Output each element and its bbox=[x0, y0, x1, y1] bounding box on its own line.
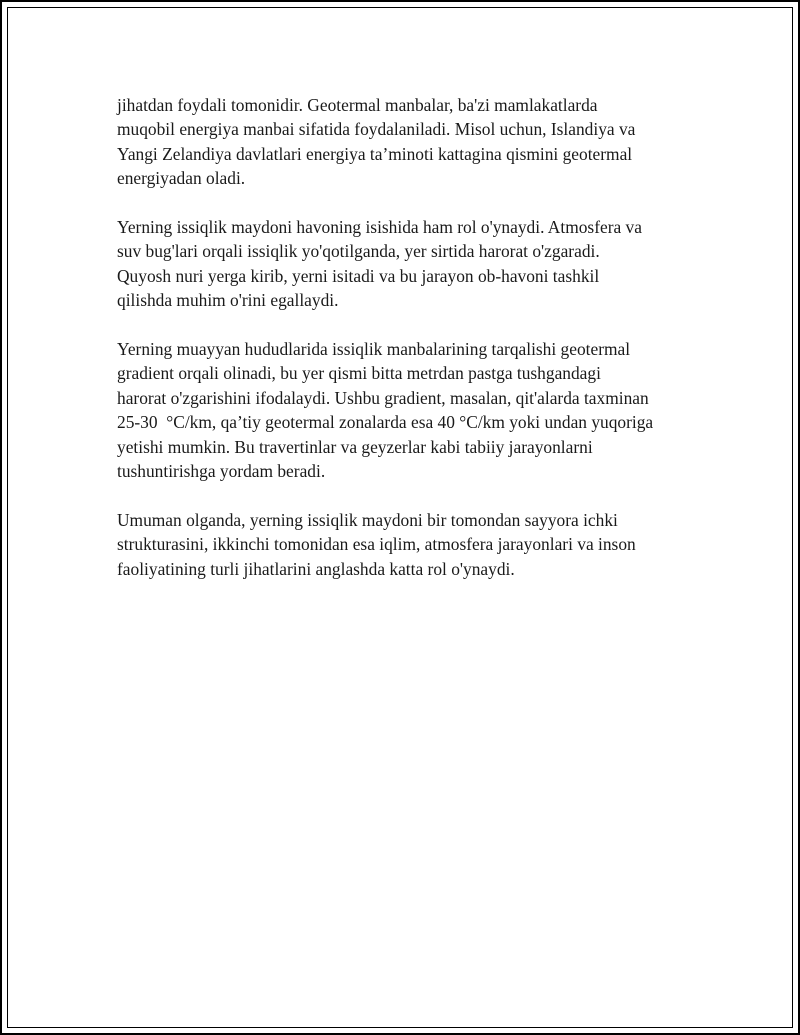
text-line: jihatdan foydali tomonidir. Geotermal manbalar, ba'zi mamlakatlarda bbox=[117, 95, 598, 115]
text-line: yetishi mumkin. Bu travertinlar va geyzerlar kabi tabiiy jarayonlarni bbox=[117, 436, 593, 457]
text-line: tushuntirishga yordam beradi. bbox=[117, 461, 326, 482]
text-line: energiyadan oladi. bbox=[117, 168, 246, 189]
text-line: Umuman olganda, yerning issiqlik maydoni bir tomondan sayyora ichki bbox=[117, 509, 618, 530]
paragraph-geothermal-sources bbox=[117, 93, 697, 191]
paragraph-air-heating bbox=[117, 215, 697, 313]
text-line: Quyosh nuri yerga kirib, yerni isitadi va bu jarayon ob-havoni tashkil bbox=[117, 265, 600, 286]
text-line: Yangi Zelandiya davlatlari energiya ta’minoti kattagina qismini geotermal bbox=[117, 143, 633, 164]
text-line: harorat o'zgarishini ifodalaydi. Ushbu gradient, masalan, qit'alarda taxminan bbox=[117, 387, 649, 408]
text-line: Yerning issiqlik maydoni havoning isishida ham rol o'ynaydi. Atmosfera va bbox=[117, 217, 642, 238]
text-line: suv bug'lari orqali issiqlik yo'qotilganda, yer sirtida harorat o'zgaradi. bbox=[117, 241, 600, 262]
paragraph-geothermal-gradient bbox=[117, 337, 697, 483]
text-line: faoliyatining turli jihatlarini anglashda katta rol o'ynaydi. bbox=[117, 558, 515, 579]
paragraph-conclusion bbox=[117, 508, 697, 581]
text-line: qilishda muhim o'rini egallaydi. bbox=[117, 290, 339, 311]
text-line: Yerning muayyan hududlarida issiqlik manbalarining tarqalishi geotermal bbox=[117, 339, 631, 360]
document-body bbox=[117, 93, 697, 605]
text-line: gradient orqali olinadi, bu yer qismi bitta metrdan pastga tushgandagi bbox=[117, 363, 601, 384]
text-line: muqobil energiya manbai sifatida foydalaniladi. Misol uchun, Islandiya va bbox=[117, 119, 636, 140]
text-line: strukturasini, ikkinchi tomonidan esa iqlim, atmosfera jarayonlari va inson bbox=[117, 534, 636, 555]
text-line: 25-30 °C/km, qa’tiy geotermal zonalarda esa 40 °C/km yoki undan yuqoriga bbox=[117, 412, 654, 433]
